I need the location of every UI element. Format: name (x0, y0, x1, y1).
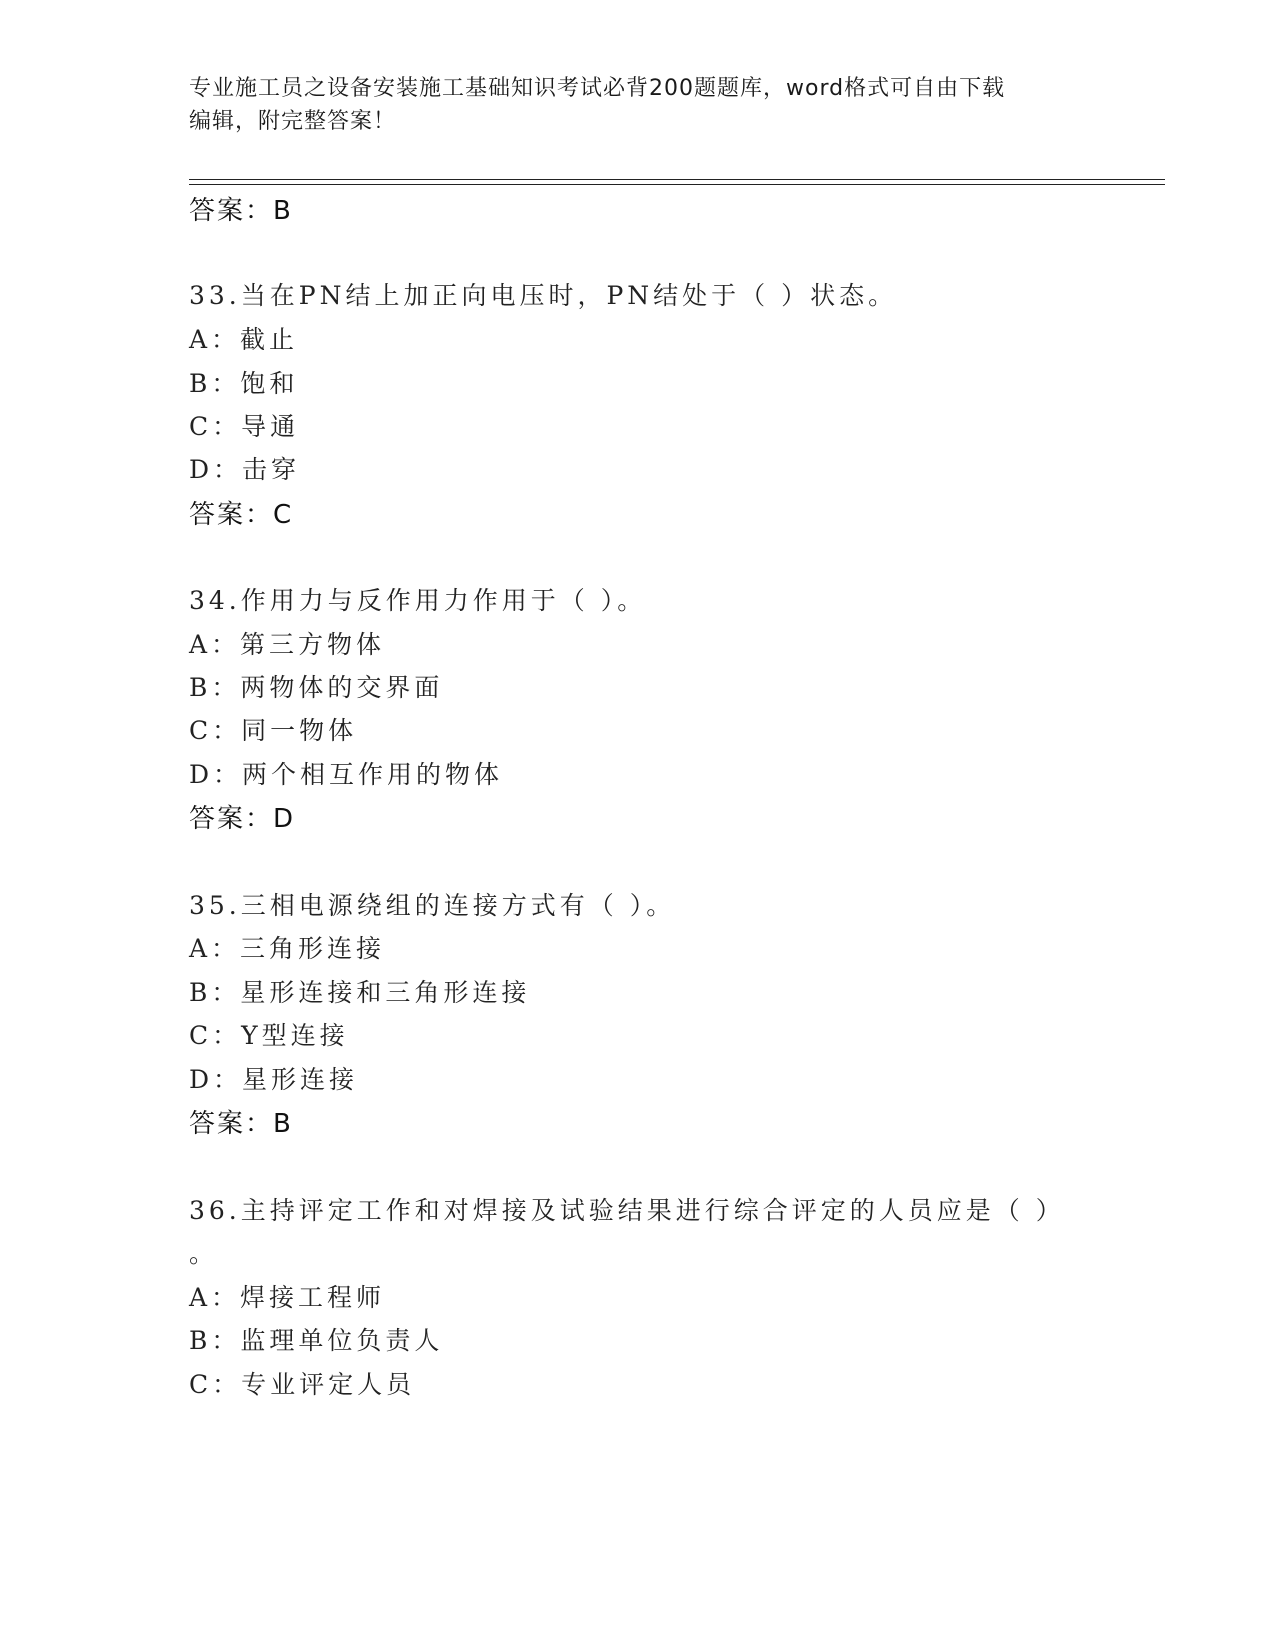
question-33-option-b: B：饱和 (189, 369, 299, 398)
header-line-1: 专业施工员之设备安装施工基础知识考试必背200题题库，word格式可自由下载 (189, 76, 1006, 101)
question-34-stem: 34.作用力与反作用力作用于（ ）。 (189, 586, 647, 615)
question-33-answer: 答案：C (189, 500, 294, 530)
question-35-option-b: B：星形连接和三角形连接 (189, 978, 531, 1007)
header-rule-top (189, 179, 1165, 180)
question-36-option-b: B：监理单位负责人 (189, 1326, 444, 1355)
question-36-stem: 36.主持评定工作和对焊接及试验结果进行综合评定的人员应是（ ） (189, 1196, 1065, 1225)
question-36-stem-continued: 。 (189, 1239, 219, 1268)
header-rule-bottom (189, 184, 1165, 185)
question-36-option-a: A：焊接工程师 (189, 1283, 386, 1312)
question-35-option-a: A：三角形连接 (189, 934, 386, 963)
question-36-option-c: C：专业评定人员 (189, 1370, 416, 1399)
question-34-answer: 答案：D (189, 804, 296, 834)
question-33-option-c: C：导通 (189, 412, 300, 441)
question-33-option-a: A：截止 (189, 325, 299, 354)
question-33-option-d: D：击穿 (189, 455, 301, 484)
question-35-stem: 35.三相电源绕组的连接方式有（ ）。 (189, 891, 676, 920)
question-34-option-a: A：第三方物体 (189, 630, 386, 659)
header-line-2: 编辑，附完整答案！ (189, 109, 397, 134)
question-35-option-d: D：星形连接 (189, 1065, 359, 1094)
question-34-option-c: C：同一物体 (189, 716, 358, 745)
question-33-stem: 33.当在PN结上加正向电压时，PN结处于（ ）状态。 (189, 281, 898, 310)
question-34-option-b: B：两物体的交界面 (189, 673, 444, 702)
question-35-answer: 答案：B (189, 1109, 293, 1139)
document-header (189, 72, 1089, 138)
question-35-option-c: C：Y型连接 (189, 1021, 349, 1050)
question-34-option-d: D：两个相互作用的物体 (189, 760, 504, 789)
answer-prev: 答案：B (189, 196, 293, 226)
